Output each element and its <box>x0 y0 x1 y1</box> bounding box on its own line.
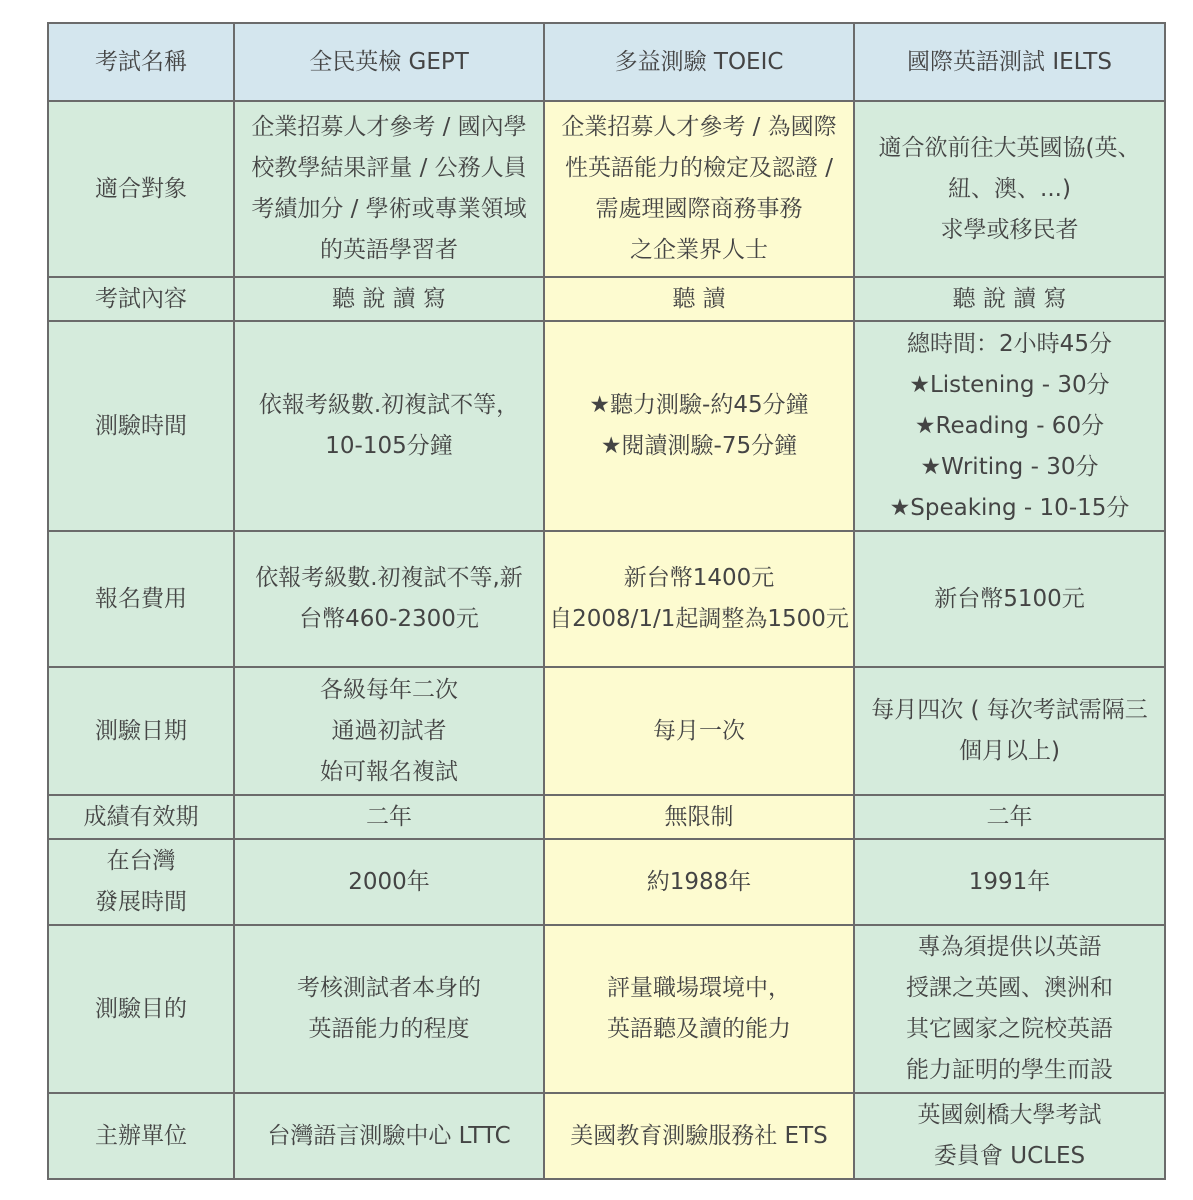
cell-text-line: 英語聽及讀的能力 <box>607 1016 791 1042</box>
cell-gept <box>234 101 544 277</box>
cell-ielts <box>854 667 1165 795</box>
cell-gept <box>234 925 544 1093</box>
table-body <box>48 23 1165 1179</box>
cell-text-line: 依報考級數.初複試不等,新 <box>255 565 523 591</box>
cell-gept <box>234 321 544 531</box>
header-exam-name: 考試名稱 <box>48 23 234 101</box>
table-row-taiwan-history <box>48 839 1165 925</box>
cell-text-line: ★閱讀測驗-75分鐘 <box>600 433 798 459</box>
cell-text-line: 聽 說 讀 寫 <box>952 285 1067 312</box>
cell-text-line: 成績有效期 <box>83 803 199 830</box>
cell-toeic <box>544 101 854 277</box>
cell-text-line: 之企業界人士 <box>630 237 768 263</box>
table-row-exam-content <box>48 277 1165 321</box>
cell-text-line: 約1988年 <box>646 868 752 895</box>
cell-text-line: 的英語學習者 <box>320 237 458 263</box>
cell-label <box>48 277 234 321</box>
cell-text-line: 在台灣 <box>106 848 176 874</box>
cell-text-line: 企業招募人才參考 / 國內學 <box>251 114 527 140</box>
cell-text-line: 授課之英國、澳洲和 <box>906 975 1113 1001</box>
cell-text-line: 每月一次 <box>653 717 745 744</box>
table-row-score-validity <box>48 795 1165 839</box>
cell-toeic <box>544 1093 854 1179</box>
cell-text-line: 性英語能力的檢定及認證 / <box>564 155 834 181</box>
cell-text-line: 二年 <box>986 803 1033 830</box>
cell-text-line: 報名費用 <box>95 585 187 612</box>
table-row-registration-fee <box>48 531 1165 667</box>
exam-comparison-table <box>47 22 1166 1180</box>
cell-text-line: 英國劍橋大學考試 <box>917 1102 1102 1128</box>
cell-toeic <box>544 531 854 667</box>
cell-gept <box>234 277 544 321</box>
cell-text-line: 始可報名複試 <box>320 758 458 785</box>
cell-text-line: 1991年 <box>968 868 1051 895</box>
header-ielts: 國際英語測試 IELTS <box>854 23 1165 101</box>
cell-text-line: 測驗目的 <box>95 995 187 1022</box>
cell-text-line: ★Listening - 30分 <box>909 371 1110 398</box>
cell-toeic <box>544 277 854 321</box>
cell-text-line: 無限制 <box>664 803 734 830</box>
cell-text-line: 主辦單位 <box>95 1122 187 1149</box>
cell-gept <box>234 667 544 795</box>
cell-text-line: 台灣語言測驗中心 LTTC <box>267 1122 511 1149</box>
cell-text-line: 委員會 UCLES <box>933 1143 1086 1169</box>
table-row-organizer <box>48 1093 1165 1179</box>
cell-text-line: 依報考級數.初複試不等， <box>258 392 520 418</box>
cell-gept <box>234 839 544 925</box>
cell-text-line: 新台幣1400元 <box>623 565 775 591</box>
cell-text-line: 聽 讀 <box>672 285 726 312</box>
cell-toeic <box>544 667 854 795</box>
cell-text-line: 能力証明的學生而設 <box>906 1057 1113 1083</box>
cell-label <box>48 839 234 925</box>
cell-text-line: 2000年 <box>348 868 430 895</box>
cell-text-line: 通過初試者 <box>331 717 447 744</box>
cell-text-line: 每月四次 ( 每次考試需隔三 <box>871 697 1148 723</box>
cell-text-line: 台幣460-2300元 <box>299 606 479 632</box>
cell-toeic <box>544 925 854 1093</box>
cell-text-line: 評量職場環境中， <box>607 975 791 1001</box>
table-row-target-audience <box>48 101 1165 277</box>
cell-text-line: ★Speaking - 10-15分 <box>889 494 1130 521</box>
cell-text-line: 總時間：2小時45分 <box>907 330 1112 357</box>
cell-text-line: 校教學結果評量 / 公務人員 <box>251 155 527 181</box>
cell-toeic <box>544 321 854 531</box>
cell-gept <box>234 795 544 839</box>
cell-text-line: 聽 說 讀 寫 <box>332 285 446 312</box>
cell-text-line: 測驗日期 <box>95 717 187 744</box>
cell-label <box>48 531 234 667</box>
cell-text-line: 適合對象 <box>95 175 187 202</box>
cell-toeic <box>544 839 854 925</box>
cell-ielts <box>854 1093 1165 1179</box>
cell-gept <box>234 531 544 667</box>
cell-text-line: 考核測試者本身的 <box>297 975 481 1001</box>
table-row-test-dates <box>48 667 1165 795</box>
cell-text-line: 適合欲前往大英國協(英、 <box>878 134 1141 161</box>
cell-text-line: 新台幣5100元 <box>934 585 1085 612</box>
cell-text-line: ★聽力測驗-約45分鐘 <box>589 392 809 418</box>
cell-ielts <box>854 321 1165 531</box>
cell-text-line: 二年 <box>366 803 412 830</box>
cell-ielts <box>854 925 1165 1093</box>
cell-text-line: ★Writing - 30分 <box>920 453 1099 480</box>
cell-text-line: 測驗時間 <box>95 412 187 439</box>
cell-text-line: 需處理國際商務事務 <box>595 196 803 222</box>
cell-ielts <box>854 839 1165 925</box>
cell-text-line: 美國教育測驗服務社 ETS <box>570 1122 828 1149</box>
cell-text-line: 10-105分鐘 <box>325 433 453 459</box>
header-toeic: 多益測驗 TOEIC <box>544 23 854 101</box>
cell-label <box>48 667 234 795</box>
cell-text-line: 自2008/1/1起調整為1500元 <box>549 606 849 632</box>
cell-text-line: 個月以上) <box>959 738 1060 764</box>
cell-text-line: 發展時間 <box>95 889 187 915</box>
cell-text-line: 專為須提供以英語 <box>917 934 1102 960</box>
header-gept: 全民英檢 GEPT <box>234 23 544 101</box>
cell-ielts <box>854 101 1165 277</box>
table-row-test-purpose <box>48 925 1165 1093</box>
table-row-test-duration <box>48 321 1165 531</box>
cell-ielts <box>854 531 1165 667</box>
cell-text-line: 紐、澳、...) <box>948 175 1071 202</box>
cell-text-line: 英語能力的程度 <box>308 1016 470 1042</box>
cell-label <box>48 1093 234 1179</box>
cell-text-line: 求學或移民者 <box>940 216 1079 243</box>
cell-ielts <box>854 277 1165 321</box>
cell-gept <box>234 1093 544 1179</box>
cell-ielts <box>854 795 1165 839</box>
cell-label <box>48 795 234 839</box>
cell-text-line: 企業招募人才參考 / 為國際 <box>561 114 837 140</box>
header-row <box>48 23 1165 101</box>
cell-text-line: 考試內容 <box>95 285 187 312</box>
cell-label <box>48 925 234 1093</box>
cell-text-line: 其它國家之院校英語 <box>906 1016 1113 1042</box>
cell-text-line: 各級每年二次 <box>320 676 458 703</box>
cell-label <box>48 321 234 531</box>
cell-text-line: ★Reading - 60分 <box>914 412 1105 439</box>
cell-toeic <box>544 795 854 839</box>
cell-label <box>48 101 234 277</box>
cell-text-line: 考績加分 / 學術或專業領域 <box>251 196 527 222</box>
